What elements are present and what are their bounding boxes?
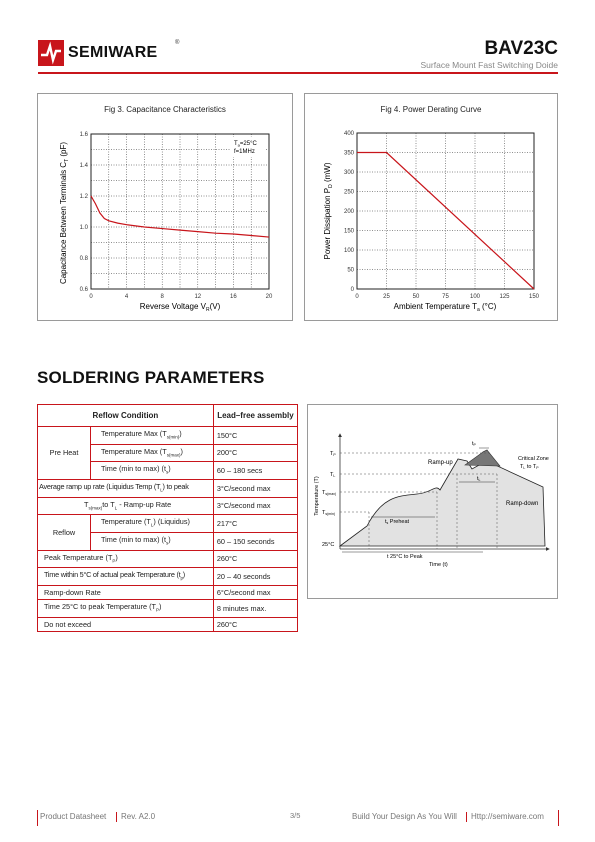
row-label: Ramp-down Rate — [38, 585, 214, 599]
label-tl-time: tL — [477, 476, 481, 482]
fig3-xtick-label: 0 — [89, 294, 93, 300]
fig3-xtick-label: 12 — [194, 294, 202, 300]
row-value: 150°C — [213, 427, 297, 445]
header-rule — [38, 72, 558, 74]
fig4-xtick-label: 100 — [469, 294, 481, 300]
col-reflow-condition: Reflow Condition — [38, 405, 214, 427]
row-label: Peak Temperature $(T_P)$ — [38, 550, 214, 568]
fig3-title: Fig 3. Capacitance Characteristics — [104, 105, 226, 114]
row-value: 8 minutes max. — [213, 600, 297, 618]
fig3-xtick-label: 4 — [124, 294, 129, 300]
label-ramp-up: Ramp-up — [428, 460, 453, 466]
label-25c: 25°C — [322, 542, 335, 548]
table-row — [38, 427, 298, 445]
row-label: Time 25°C to peak Temperature $(T_P)$ — [38, 600, 214, 618]
row-label: Average ramp up rate (Liquidus Temp $(T_L)$ to peak — [38, 479, 214, 497]
fig4-chart — [304, 93, 558, 321]
table-row — [38, 600, 298, 618]
footer-slogan: Build Your Design As You Will — [352, 812, 457, 821]
row-value: 3°C/second max — [213, 497, 297, 515]
col-lead-free: Lead–free assembly — [213, 405, 297, 427]
footer-sep-2 — [466, 812, 467, 822]
part-number: BAV23C — [484, 38, 558, 59]
row-label: Temperature $(T_L)$ (Liquidus) — [91, 515, 214, 533]
fig4-xlabel: Ambient Temperature $T_a$ (°C) — [393, 302, 497, 313]
table-row — [38, 617, 298, 631]
footer-sep-1 — [116, 812, 117, 822]
brand-logo — [38, 40, 64, 66]
table-header-row — [38, 405, 298, 427]
part-subtitle: Surface Mount Fast Switching Doide — [420, 60, 558, 70]
fig4-ytick-label: 350 — [343, 150, 354, 157]
fig3-ytick-label: 1.0 — [79, 225, 88, 231]
reflow-group: Reflow — [38, 515, 91, 550]
critical-zone — [465, 450, 500, 466]
row-value: 200°C — [213, 444, 297, 462]
fig4-xtick-label: 150 — [528, 294, 540, 300]
footer-revision: Rev. A2.0 — [121, 812, 156, 821]
fig4-xtick-label: 125 — [499, 294, 510, 300]
fig4-xtick-label: 75 — [442, 294, 449, 300]
fig4-xtick-label: 0 — [355, 294, 359, 300]
fig4-ytick-label: 200 — [343, 209, 354, 215]
fig4-ytick-label: 150 — [343, 228, 354, 235]
row-label: Do not exceed — [38, 617, 214, 631]
fig4-xtick-label: 50 — [412, 294, 420, 300]
fig4-ytick-label: 0 — [350, 287, 354, 293]
row-label: Temperature Max $(T_{s(min)})$ — [91, 427, 214, 445]
row-value: 260°C — [213, 550, 297, 568]
fig4-xtick-label: 25 — [383, 294, 390, 300]
table-row — [38, 568, 298, 586]
fig3-ytick-label: 0.6 — [79, 287, 88, 293]
label-tp: TP — [330, 451, 336, 457]
fig3-ytick-label: 1.2 — [79, 194, 88, 200]
row-value: 20 – 40 seconds — [213, 568, 297, 586]
label-tsmin: Ts(min) — [322, 510, 336, 516]
fig3-ytick-label: 1.4 — [79, 163, 88, 169]
row-label: Time (min to max) $(t_s)$ — [91, 462, 214, 480]
row-label: $T_{s(max)}to$ $T_L$ - Ramp-up Rate — [38, 497, 214, 515]
fig3-ytick-label: 0.8 — [79, 256, 88, 262]
fig4-title: Fig 4. Power Derating Curve — [380, 105, 482, 114]
fig4-ytick-label: 250 — [343, 189, 354, 196]
label-time-axis: Time (t) — [429, 562, 448, 568]
row-value: 60 – 180 secs — [213, 462, 297, 480]
fig3-xlabel: Reverse Voltage $V_R(V)$ — [139, 302, 221, 313]
semiware-logo-icon — [38, 40, 64, 66]
reflow-profile-diagram — [307, 404, 558, 599]
fig4-ylabel: Power Dissipation $P_D$ (mW) — [323, 162, 334, 260]
table-row — [38, 515, 298, 533]
footer-rule-left — [37, 810, 38, 826]
logo-text: SEMIWARE — [68, 44, 158, 61]
soldering-table — [37, 404, 298, 632]
fig3-chart — [37, 93, 293, 321]
label-tp-time: tP — [472, 441, 476, 447]
label-tl: TL — [330, 472, 336, 478]
registered-mark: ® — [175, 40, 180, 46]
fig3-ytick-label: 1.6 — [79, 132, 88, 138]
footer-rule-right — [558, 810, 559, 826]
label-preheat: ts Preheat — [385, 519, 410, 525]
table-row — [38, 585, 298, 599]
footer-product: Product Datasheet — [40, 812, 107, 821]
table-row — [38, 497, 298, 515]
row-label: Temperature Max $(T_{s(max)})$ — [91, 444, 214, 462]
fig3-xtick-label: 20 — [265, 294, 273, 300]
fig4-ytick-label: 100 — [343, 248, 354, 254]
label-ramp-down: Ramp-down — [506, 501, 539, 507]
fig3-ylabel: Capacitance Between Terminals $C_T$ (pF) — [59, 141, 70, 285]
label-critical-zone: Critical Zone — [518, 456, 549, 462]
row-value: 3°C/second max — [213, 479, 297, 497]
label-t25-peak: t 25°C to Peak — [387, 554, 423, 560]
fig4-ytick-label: 400 — [343, 131, 354, 137]
row-value: 60 – 150 seconds — [213, 532, 297, 550]
fig4-ytick-label: 300 — [343, 170, 354, 176]
label-tsmax: Ts(max) — [322, 490, 337, 496]
fig3-note-temp: $T_a=25^\circ C$ — [234, 141, 257, 148]
fig4-ytick-label: 50 — [347, 267, 354, 274]
label-critical-range: TL to TP — [520, 464, 539, 470]
fig3-note-freq: f=1MHz — [234, 149, 255, 155]
section-title: SOLDERING PARAMETERS — [37, 368, 265, 387]
row-value: 260°C — [213, 617, 297, 631]
row-label: Time within 5°C of actual peak Temperature $(t_p)$ — [38, 568, 214, 586]
table-row — [38, 479, 298, 497]
preheat-group: Pre Heat — [38, 427, 91, 480]
label-temp-axis: Temperature (T) — [314, 476, 320, 516]
fig3-xtick-label: 16 — [230, 294, 237, 300]
footer-url[interactable]: Http://semiware.com — [471, 812, 544, 821]
table-row — [38, 550, 298, 568]
footer-page: 3/5 — [290, 811, 301, 820]
row-value: 6°C/second max — [213, 585, 297, 599]
row-label: Time (min to max) $(t_s)$ — [91, 532, 214, 550]
row-value: 217°C — [213, 515, 297, 533]
fig3-xtick-label: 8 — [160, 294, 164, 300]
